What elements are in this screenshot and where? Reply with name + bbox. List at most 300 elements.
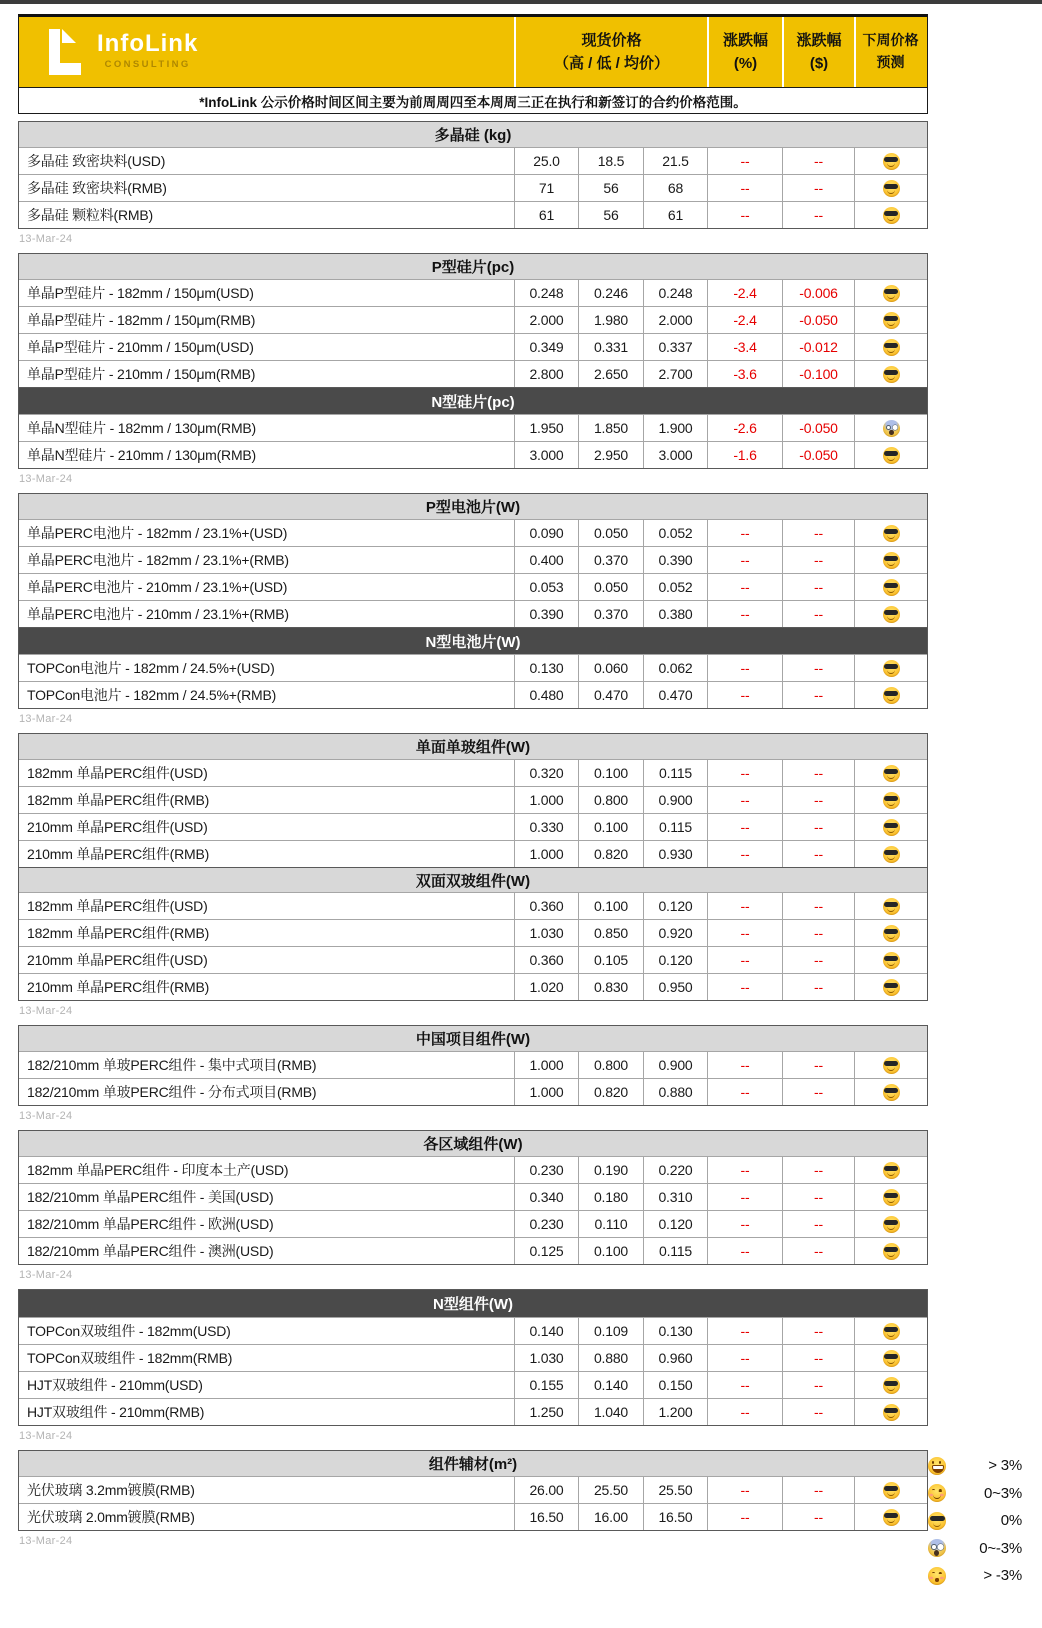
forecast-cell bbox=[854, 361, 927, 387]
sunglasses-emoji-icon bbox=[883, 339, 900, 356]
price-table-block bbox=[18, 121, 928, 229]
price-low-cell: 1.040 bbox=[578, 1399, 643, 1425]
price-avg-cell: 16.50 bbox=[643, 1504, 707, 1530]
price-avg-cell: 0.248 bbox=[643, 280, 707, 306]
price-avg-cell: 0.390 bbox=[643, 547, 707, 573]
legend-item bbox=[928, 1507, 1038, 1535]
forecast-cell bbox=[854, 148, 927, 174]
change-percent-cell: -2.4 bbox=[707, 280, 782, 306]
col-header-change-dollar bbox=[782, 17, 854, 87]
sunglasses-emoji-icon bbox=[883, 792, 900, 809]
legend-range-label: > 3% bbox=[988, 1457, 1022, 1475]
block-date-label: 13-Mar-24 bbox=[19, 233, 73, 245]
sunglasses-emoji-icon bbox=[883, 952, 900, 969]
change-dollar-cell: -0.050 bbox=[782, 415, 854, 441]
change-percent-cell: -- bbox=[707, 1318, 782, 1344]
price-low-cell: 56 bbox=[578, 175, 643, 201]
price-high-cell: 1.250 bbox=[514, 1399, 578, 1425]
price-low-cell: 16.00 bbox=[578, 1504, 643, 1530]
change-percent-cell: -- bbox=[707, 1504, 782, 1530]
sunglasses-emoji-icon bbox=[883, 1216, 900, 1233]
price-avg-cell: 0.052 bbox=[643, 520, 707, 546]
change-dollar-cell: -- bbox=[782, 1052, 854, 1078]
price-high-cell: 0.155 bbox=[514, 1372, 578, 1398]
table-row bbox=[19, 1371, 927, 1398]
sunglasses-emoji-icon bbox=[883, 552, 900, 569]
change-percent-cell: -3.4 bbox=[707, 334, 782, 360]
change-dollar-cell: -- bbox=[782, 520, 854, 546]
price-low-cell: 0.370 bbox=[578, 601, 643, 627]
table-row bbox=[19, 1344, 927, 1371]
section-header: P型电池片(W) bbox=[19, 494, 927, 519]
price-high-cell: 71 bbox=[514, 175, 578, 201]
price-avg-cell: 0.337 bbox=[643, 334, 707, 360]
change-percent-cell: -- bbox=[707, 1184, 782, 1210]
table-row bbox=[19, 786, 927, 813]
table-row bbox=[19, 573, 927, 600]
sunglasses-emoji-icon bbox=[883, 285, 900, 302]
sunglasses-emoji-icon bbox=[883, 1162, 900, 1179]
change-percent-cell: -- bbox=[707, 787, 782, 813]
price-avg-cell: 0.900 bbox=[643, 1052, 707, 1078]
price-low-cell: 0.470 bbox=[578, 682, 643, 708]
section-header: P型硅片(pc) bbox=[19, 254, 927, 279]
table-row bbox=[19, 306, 927, 333]
forecast-cell bbox=[854, 787, 927, 813]
price-high-cell: 0.140 bbox=[514, 1318, 578, 1344]
price-high-cell: 0.400 bbox=[514, 547, 578, 573]
block-date-label: 13-Mar-24 bbox=[19, 473, 73, 485]
col-header-next-week-forecast bbox=[854, 17, 925, 87]
forecast-cell bbox=[854, 1318, 927, 1344]
price-low-cell: 0.050 bbox=[578, 520, 643, 546]
change-dollar-cell: -- bbox=[782, 655, 854, 681]
sunglasses-emoji-icon bbox=[883, 819, 900, 836]
table-blocks bbox=[18, 121, 928, 1547]
spot-price-label: 现货价格 bbox=[581, 31, 642, 49]
product-name-cell: 182/210mm 单玻PERC组件 - 集中式项目(RMB) bbox=[27, 1057, 317, 1073]
change-dollar-cell: -- bbox=[782, 148, 854, 174]
price-low-cell: 0.109 bbox=[578, 1318, 643, 1344]
table-row bbox=[19, 892, 927, 919]
table-row bbox=[19, 1051, 927, 1078]
forecast-cell bbox=[854, 1157, 927, 1183]
product-name-cell: 182mm 单晶PERC组件(USD) bbox=[27, 765, 208, 781]
product-name-cell: 210mm 单晶PERC组件(RMB) bbox=[27, 846, 210, 862]
product-name-cell: TOPCon双玻组件 - 182mm(USD) bbox=[27, 1323, 231, 1339]
change-percent-cell: -- bbox=[707, 1238, 782, 1264]
price-avg-cell: 0.115 bbox=[643, 760, 707, 786]
table-row bbox=[19, 1237, 927, 1264]
price-high-cell: 1.000 bbox=[514, 841, 578, 867]
block-date-label: 13-Mar-24 bbox=[19, 1005, 73, 1017]
change-percent-cell: -- bbox=[707, 682, 782, 708]
change-dollar-cell: -0.050 bbox=[782, 307, 854, 333]
table-row bbox=[19, 441, 927, 468]
forecast-cell bbox=[854, 920, 927, 946]
price-high-cell: 0.320 bbox=[514, 760, 578, 786]
price-avg-cell: 0.310 bbox=[643, 1184, 707, 1210]
section-header: 多晶硅 (kg) bbox=[19, 122, 927, 147]
price-high-cell: 1.950 bbox=[514, 415, 578, 441]
change-percent-cell: -2.4 bbox=[707, 307, 782, 333]
price-low-cell: 25.50 bbox=[578, 1477, 643, 1503]
product-name-cell: TOPCon双玻组件 - 182mm(RMB) bbox=[27, 1350, 233, 1366]
price-avg-cell: 0.880 bbox=[643, 1079, 707, 1105]
change-percent-cell: -- bbox=[707, 947, 782, 973]
price-low-cell: 1.850 bbox=[578, 415, 643, 441]
sunglasses-emoji-icon bbox=[883, 1189, 900, 1206]
product-name-cell: TOPCon电池片 - 182mm / 24.5%+(USD) bbox=[27, 660, 275, 676]
change-percent-cell: -- bbox=[707, 1372, 782, 1398]
sunglasses-emoji-icon bbox=[883, 153, 900, 170]
price-high-cell: 1.030 bbox=[514, 1345, 578, 1371]
change-percent-label: 涨跌幅 bbox=[722, 31, 768, 49]
change-percent-cell: -- bbox=[707, 574, 782, 600]
price-high-cell: 0.480 bbox=[514, 682, 578, 708]
price-low-cell: 0.180 bbox=[578, 1184, 643, 1210]
change-dollar-cell: -- bbox=[782, 760, 854, 786]
price-high-cell: 16.50 bbox=[514, 1504, 578, 1530]
legend-range-label: 0% bbox=[1000, 1512, 1022, 1530]
price-high-cell: 0.053 bbox=[514, 574, 578, 600]
grin-emoji-icon bbox=[928, 1457, 946, 1475]
change-percent-cell: -- bbox=[707, 520, 782, 546]
forecast-cell bbox=[854, 682, 927, 708]
section-header: 单面单玻组件(W) bbox=[19, 734, 927, 759]
forecast-cell bbox=[854, 1399, 927, 1425]
table-row bbox=[19, 654, 927, 681]
price-low-cell: 0.820 bbox=[578, 1079, 643, 1105]
sunglasses-emoji-icon bbox=[883, 1323, 900, 1340]
price-sheet bbox=[18, 14, 928, 1555]
product-name-cell: 210mm 单晶PERC组件(USD) bbox=[27, 819, 208, 835]
change-percent-cell: -- bbox=[707, 1157, 782, 1183]
legend-item bbox=[928, 1452, 1038, 1480]
price-avg-cell: 0.115 bbox=[643, 814, 707, 840]
table-row bbox=[19, 147, 927, 174]
change-dollar-cell: -- bbox=[782, 1238, 854, 1264]
price-high-cell: 26.00 bbox=[514, 1477, 578, 1503]
sunglasses-emoji-icon bbox=[883, 660, 900, 677]
product-name-cell: 单晶P型硅片 - 210mm / 150μm(USD) bbox=[27, 339, 254, 355]
change-dollar-cell: -0.006 bbox=[782, 280, 854, 306]
product-name-cell: 单晶N型硅片 - 210mm / 130μm(RMB) bbox=[27, 447, 257, 463]
price-low-cell: 1.980 bbox=[578, 307, 643, 333]
forecast-cell bbox=[854, 601, 927, 627]
sunglasses-emoji-icon bbox=[883, 979, 900, 996]
forecast-cell bbox=[854, 760, 927, 786]
price-high-cell: 1.020 bbox=[514, 974, 578, 1000]
table-row bbox=[19, 1210, 927, 1237]
change-dollar-cell: -- bbox=[782, 175, 854, 201]
price-high-cell: 25.0 bbox=[514, 148, 578, 174]
table-row bbox=[19, 946, 927, 973]
forecast-cell bbox=[854, 1184, 927, 1210]
price-low-cell: 0.060 bbox=[578, 655, 643, 681]
price-low-cell: 18.5 bbox=[578, 148, 643, 174]
change-percent-unit: (%) bbox=[733, 55, 758, 72]
product-name-cell: 多晶硅 致密块料(USD) bbox=[27, 153, 166, 169]
price-low-cell: 0.050 bbox=[578, 574, 643, 600]
price-high-cell: 0.230 bbox=[514, 1157, 578, 1183]
price-low-cell: 0.800 bbox=[578, 787, 643, 813]
section-header: N型硅片(pc) bbox=[19, 387, 927, 414]
table-row bbox=[19, 681, 927, 708]
price-avg-cell: 3.000 bbox=[643, 442, 707, 468]
table-row bbox=[19, 600, 927, 627]
section-header: N型电池片(W) bbox=[19, 627, 927, 654]
change-dollar-cell: -- bbox=[782, 1157, 854, 1183]
change-dollar-cell: -- bbox=[782, 202, 854, 228]
change-percent-cell: -- bbox=[707, 1399, 782, 1425]
block-date-label: 13-Mar-24 bbox=[19, 1110, 73, 1122]
price-low-cell: 0.140 bbox=[578, 1372, 643, 1398]
price-low-cell: 0.800 bbox=[578, 1052, 643, 1078]
price-avg-cell: 0.930 bbox=[643, 841, 707, 867]
product-name-cell: 多晶硅 致密块料(RMB) bbox=[27, 180, 167, 196]
sunglasses-emoji-icon bbox=[883, 525, 900, 542]
change-percent-cell: -- bbox=[707, 1052, 782, 1078]
infolink-logo-icon bbox=[45, 27, 87, 77]
sunglasses-emoji-icon bbox=[883, 606, 900, 623]
scream-emoji-icon bbox=[883, 420, 900, 437]
forecast-cell bbox=[854, 547, 927, 573]
change-dollar-cell: -- bbox=[782, 947, 854, 973]
col-header-change-percent bbox=[707, 17, 782, 87]
change-dollar-cell: -- bbox=[782, 1504, 854, 1530]
sunglasses-emoji-icon bbox=[883, 1057, 900, 1074]
price-high-cell: 0.248 bbox=[514, 280, 578, 306]
sunglasses-emoji-icon bbox=[883, 687, 900, 704]
change-dollar-cell: -- bbox=[782, 1184, 854, 1210]
legend-range-label: 0~3% bbox=[984, 1484, 1022, 1502]
change-dollar-unit: ($) bbox=[809, 55, 829, 72]
price-high-cell: 0.125 bbox=[514, 1238, 578, 1264]
sunglasses-emoji-icon bbox=[883, 1377, 900, 1394]
change-dollar-cell: -- bbox=[782, 1318, 854, 1344]
sunglasses-emoji-icon bbox=[883, 765, 900, 782]
product-name-cell: HJT双玻组件 - 210mm(USD) bbox=[27, 1377, 203, 1393]
price-avg-cell: 0.062 bbox=[643, 655, 707, 681]
legend-item bbox=[928, 1480, 1038, 1508]
table-row bbox=[19, 919, 927, 946]
forecast-cell bbox=[854, 280, 927, 306]
forecast-cell bbox=[854, 1477, 927, 1503]
forecast-cell bbox=[854, 655, 927, 681]
top-border-strip bbox=[0, 0, 1042, 4]
sunglasses-emoji-icon bbox=[883, 1243, 900, 1260]
section-header: 中国项目组件(W) bbox=[19, 1026, 927, 1051]
price-low-cell: 0.100 bbox=[578, 1238, 643, 1264]
block-date-label: 13-Mar-24 bbox=[19, 1430, 73, 1442]
price-table-block bbox=[18, 1130, 928, 1265]
change-dollar-cell: -- bbox=[782, 1372, 854, 1398]
brand-name: InfoLink bbox=[97, 30, 199, 58]
price-low-cell: 0.105 bbox=[578, 947, 643, 973]
sunglasses-emoji-icon bbox=[883, 1350, 900, 1367]
price-low-cell: 0.331 bbox=[578, 334, 643, 360]
change-dollar-label: 涨跌幅 bbox=[796, 31, 842, 49]
brand-subtitle: CONSULTING bbox=[104, 59, 191, 71]
change-dollar-cell: -- bbox=[782, 841, 854, 867]
price-high-cell: 0.130 bbox=[514, 655, 578, 681]
change-dollar-cell: -- bbox=[782, 893, 854, 919]
product-name-cell: 多晶硅 颗粒料(RMB) bbox=[27, 207, 153, 223]
forecast-cell bbox=[854, 1079, 927, 1105]
infolink-logo bbox=[45, 27, 198, 77]
product-name-cell: TOPCon电池片 - 182mm / 24.5%+(RMB) bbox=[27, 687, 277, 703]
product-name-cell: 单晶PERC电池片 - 182mm / 23.1%+(RMB) bbox=[27, 552, 289, 568]
price-avg-cell: 1.900 bbox=[643, 415, 707, 441]
section-header: 各区域组件(W) bbox=[19, 1131, 927, 1156]
product-name-cell: 单晶N型硅片 - 182mm / 130μm(RMB) bbox=[27, 420, 257, 436]
block-date-label: 13-Mar-24 bbox=[19, 1535, 73, 1547]
table-row bbox=[19, 1398, 927, 1425]
product-name-cell: 182mm 单晶PERC组件(RMB) bbox=[27, 792, 210, 808]
table-row bbox=[19, 279, 927, 306]
price-avg-cell: 0.920 bbox=[643, 920, 707, 946]
change-dollar-cell: -- bbox=[782, 1345, 854, 1371]
price-low-cell: 0.110 bbox=[578, 1211, 643, 1237]
change-percent-cell: -2.6 bbox=[707, 415, 782, 441]
section-header: 双面双玻组件(W) bbox=[19, 867, 927, 892]
sunglasses-emoji-icon bbox=[883, 312, 900, 329]
price-table-block bbox=[18, 1289, 928, 1426]
price-table-block bbox=[18, 1450, 928, 1531]
change-dollar-cell: -- bbox=[782, 787, 854, 813]
price-high-cell: 0.360 bbox=[514, 947, 578, 973]
change-percent-cell: -- bbox=[707, 148, 782, 174]
forecast-cell bbox=[854, 334, 927, 360]
change-percent-cell: -- bbox=[707, 1345, 782, 1371]
price-table-block bbox=[18, 733, 928, 1001]
product-name-cell: 单晶P型硅片 - 182mm / 150μm(USD) bbox=[27, 285, 254, 301]
change-dollar-cell: -- bbox=[782, 547, 854, 573]
spot-price-sublabel: （高 / 低 / 均价） bbox=[553, 55, 669, 72]
forecast-cell bbox=[854, 520, 927, 546]
product-name-cell: 单晶P型硅片 - 210mm / 150μm(RMB) bbox=[27, 366, 256, 382]
price-avg-cell: 0.120 bbox=[643, 1211, 707, 1237]
change-dollar-cell: -- bbox=[782, 601, 854, 627]
price-avg-cell: 25.50 bbox=[643, 1477, 707, 1503]
forecast-cell bbox=[854, 841, 927, 867]
price-low-cell: 0.370 bbox=[578, 547, 643, 573]
change-percent-cell: -1.6 bbox=[707, 442, 782, 468]
price-low-cell: 0.190 bbox=[578, 1157, 643, 1183]
section-header: 组件辅材(m²) bbox=[19, 1451, 927, 1476]
price-avg-cell: 0.960 bbox=[643, 1345, 707, 1371]
price-high-cell: 61 bbox=[514, 202, 578, 228]
product-name-cell: 182mm 单晶PERC组件(RMB) bbox=[27, 925, 210, 941]
price-high-cell: 1.030 bbox=[514, 920, 578, 946]
product-name-cell: 光伏玻璃 3.2mm镀膜(RMB) bbox=[27, 1482, 195, 1498]
sunglasses-emoji-icon bbox=[883, 1482, 900, 1499]
price-avg-cell: 1.200 bbox=[643, 1399, 707, 1425]
price-avg-cell: 0.950 bbox=[643, 974, 707, 1000]
forecast-legend bbox=[928, 1452, 1038, 1590]
change-percent-cell: -- bbox=[707, 601, 782, 627]
price-low-cell: 0.880 bbox=[578, 1345, 643, 1371]
table-row bbox=[19, 333, 927, 360]
price-low-cell: 56 bbox=[578, 202, 643, 228]
forecast-cell bbox=[854, 442, 927, 468]
change-percent-cell: -- bbox=[707, 175, 782, 201]
change-percent-cell: -- bbox=[707, 760, 782, 786]
change-percent-cell: -- bbox=[707, 841, 782, 867]
sunglasses-emoji-icon bbox=[928, 1512, 946, 1530]
price-avg-cell: 0.900 bbox=[643, 787, 707, 813]
sunglasses-emoji-icon bbox=[883, 925, 900, 942]
price-high-cell: 0.090 bbox=[514, 520, 578, 546]
product-name-cell: 182mm 单晶PERC组件 - 印度本土产(USD) bbox=[27, 1162, 289, 1178]
product-name-cell: 210mm 单晶PERC组件(USD) bbox=[27, 952, 208, 968]
table-row bbox=[19, 813, 927, 840]
product-name-cell: 光伏玻璃 2.0mm镀膜(RMB) bbox=[27, 1509, 195, 1525]
sunglasses-emoji-icon bbox=[883, 1084, 900, 1101]
forecast-cell bbox=[854, 202, 927, 228]
price-low-cell: 0.830 bbox=[578, 974, 643, 1000]
table-row bbox=[19, 360, 927, 387]
col-header-spot-price bbox=[514, 17, 707, 87]
price-low-cell: 0.100 bbox=[578, 893, 643, 919]
forecast-label: 下周价格 bbox=[862, 32, 919, 49]
price-avg-cell: 0.120 bbox=[643, 893, 707, 919]
price-avg-cell: 61 bbox=[643, 202, 707, 228]
price-high-cell: 0.349 bbox=[514, 334, 578, 360]
forecast-cell bbox=[854, 1211, 927, 1237]
change-dollar-cell: -- bbox=[782, 814, 854, 840]
price-avg-cell: 0.120 bbox=[643, 947, 707, 973]
price-period-note: *InfoLink 公示价格时间区间主要为前周周四至本周周三正在执行和新签订的合约价格范围。 bbox=[18, 88, 928, 114]
smile-emoji-icon bbox=[928, 1484, 946, 1502]
product-name-cell: 182mm 单晶PERC组件(USD) bbox=[27, 898, 208, 914]
change-percent-cell: -- bbox=[707, 1211, 782, 1237]
masthead bbox=[18, 14, 928, 88]
price-high-cell: 0.330 bbox=[514, 814, 578, 840]
price-high-cell: 0.360 bbox=[514, 893, 578, 919]
price-avg-cell: 0.130 bbox=[643, 1318, 707, 1344]
change-percent-cell: -- bbox=[707, 1477, 782, 1503]
forecast-cell bbox=[854, 307, 927, 333]
legend-range-label: 0~-3% bbox=[979, 1539, 1022, 1557]
change-dollar-cell: -- bbox=[782, 1477, 854, 1503]
price-low-cell: 0.850 bbox=[578, 920, 643, 946]
forecast-cell bbox=[854, 1372, 927, 1398]
logo-text bbox=[97, 31, 198, 73]
table-row bbox=[19, 174, 927, 201]
price-high-cell: 0.390 bbox=[514, 601, 578, 627]
change-percent-cell: -- bbox=[707, 202, 782, 228]
block-date-label: 13-Mar-24 bbox=[19, 1269, 73, 1281]
sunglasses-emoji-icon bbox=[883, 1509, 900, 1526]
sunglasses-emoji-icon bbox=[883, 366, 900, 383]
sunglasses-emoji-icon bbox=[883, 898, 900, 915]
price-high-cell: 1.000 bbox=[514, 1079, 578, 1105]
forecast-cell bbox=[854, 1052, 927, 1078]
change-dollar-cell: -0.012 bbox=[782, 334, 854, 360]
price-avg-cell: 0.150 bbox=[643, 1372, 707, 1398]
price-low-cell: 0.100 bbox=[578, 814, 643, 840]
table-row bbox=[19, 1183, 927, 1210]
table-row bbox=[19, 201, 927, 228]
change-dollar-cell: -0.100 bbox=[782, 361, 854, 387]
change-dollar-cell: -- bbox=[782, 682, 854, 708]
table-row bbox=[19, 973, 927, 1000]
forecast-cell bbox=[854, 574, 927, 600]
price-table-block bbox=[18, 253, 928, 469]
change-percent-cell: -3.6 bbox=[707, 361, 782, 387]
